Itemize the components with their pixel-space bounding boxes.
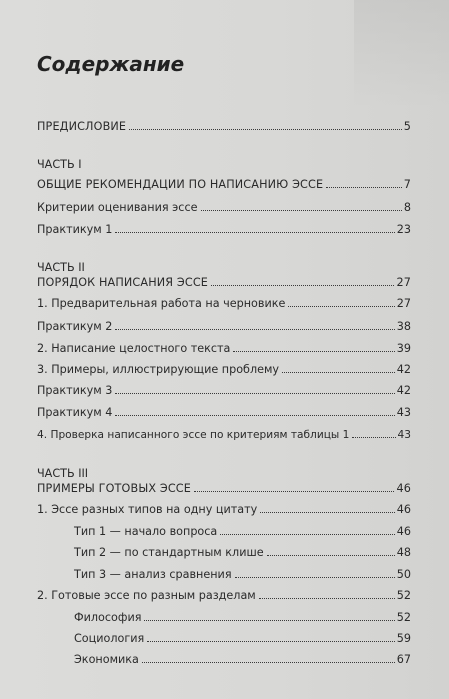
toc-page-number: 50 xyxy=(396,568,411,581)
toc-label: Тип 1 — начало вопроса xyxy=(74,525,218,538)
dot-leader xyxy=(260,511,394,513)
toc-page-number: 48 xyxy=(396,546,411,559)
toc-entry-preface xyxy=(37,120,411,134)
toc-page-number: 42 xyxy=(396,363,411,376)
toc-label: Практикум 1 xyxy=(37,223,113,236)
toc-entry-part2-title xyxy=(37,276,411,290)
toc-entry xyxy=(37,384,411,398)
toc-page-number: 5 xyxy=(403,120,411,133)
toc-entry xyxy=(74,632,411,646)
toc-entry xyxy=(37,223,411,237)
toc-page-number: 59 xyxy=(396,632,411,645)
toc-label: Социология xyxy=(74,632,145,645)
toc-page-number: 67 xyxy=(396,653,411,666)
toc-page-number: 46 xyxy=(396,525,411,538)
toc-entry xyxy=(37,201,411,215)
dot-leader xyxy=(142,661,395,663)
dot-leader xyxy=(220,533,394,535)
toc-entry xyxy=(74,568,411,582)
toc-entry xyxy=(37,297,411,311)
toc-page-number: 43 xyxy=(396,406,411,419)
dot-leader xyxy=(352,436,395,438)
dot-leader xyxy=(144,619,394,621)
toc-label: ОБЩИЕ РЕКОМЕНДАЦИИ ПО НАПИСАНИЮ ЭССЕ xyxy=(37,178,324,191)
toc-entry xyxy=(37,406,411,420)
toc-label: Философия xyxy=(74,611,142,624)
dot-leader xyxy=(129,128,402,130)
toc-page-number: 8 xyxy=(403,201,411,214)
toc-label: 4. Проверка написанного эссе по критериям таблицы 1 xyxy=(37,429,350,441)
dot-leader xyxy=(115,231,394,233)
toc-label: 3. Примеры, иллюстрирующие проблему xyxy=(37,363,280,376)
toc-page-number: 38 xyxy=(396,320,411,333)
toc-page-number: 52 xyxy=(396,611,411,624)
dot-leader xyxy=(267,554,395,556)
toc-page-number: 43 xyxy=(397,429,411,441)
toc-label: Тип 3 — анализ сравнения xyxy=(74,568,232,581)
dot-leader xyxy=(282,371,395,373)
dot-leader xyxy=(147,640,394,642)
toc-label: ПОРЯДОК НАПИСАНИЯ ЭССЕ xyxy=(37,276,209,289)
toc-page-number: 27 xyxy=(396,276,411,289)
dot-leader xyxy=(115,414,394,416)
dot-leader xyxy=(288,305,394,307)
toc-page-number: 39 xyxy=(396,342,411,355)
toc-entry xyxy=(37,320,411,334)
dot-leader xyxy=(233,350,394,352)
toc-label: Тип 2 — по стандартным клише xyxy=(74,546,264,559)
page-title: Содержание xyxy=(37,52,185,76)
toc-label: Практикум 2 xyxy=(37,320,113,333)
part-heading-3: ЧАСТЬ III xyxy=(37,467,89,480)
toc-entry xyxy=(74,525,411,539)
toc-entry-part3-title xyxy=(37,482,411,496)
toc-label: 2. Написание целостного текста xyxy=(37,342,231,355)
dot-leader xyxy=(201,209,402,211)
toc-entry xyxy=(74,611,411,625)
toc-entry-part1-title xyxy=(37,178,411,192)
toc-label: 1. Предварительная работа на черновике xyxy=(37,297,286,310)
toc-label: ПРЕДИСЛОВИЕ xyxy=(37,120,127,133)
toc-label: Практикум 3 xyxy=(37,384,113,397)
dot-leader xyxy=(235,576,395,578)
toc-entry xyxy=(37,342,411,356)
toc-page-number: 46 xyxy=(396,503,411,516)
toc-page-number: 46 xyxy=(396,482,411,495)
toc-label: Практикум 4 xyxy=(37,406,113,419)
toc-page-number: 27 xyxy=(396,297,411,310)
toc-page-number: 7 xyxy=(403,178,411,191)
toc-label: Критерии оценивания эссе xyxy=(37,201,198,214)
part-heading-1: ЧАСТЬ I xyxy=(37,158,82,171)
toc-page-number: 23 xyxy=(396,223,411,236)
part-heading-2: ЧАСТЬ II xyxy=(37,261,85,274)
toc-entry xyxy=(37,589,411,603)
toc-label: ПРИМЕРЫ ГОТОВЫХ ЭССЕ xyxy=(37,482,191,495)
toc-label: 2. Готовые эссе по разным разделам xyxy=(37,589,256,602)
dot-leader xyxy=(194,490,394,492)
toc-entry xyxy=(37,363,411,377)
toc-entry xyxy=(37,503,411,517)
toc-entry xyxy=(74,653,411,667)
dot-leader xyxy=(326,186,402,188)
toc-entry xyxy=(74,546,411,560)
dot-leader xyxy=(115,392,394,394)
toc-page-number: 52 xyxy=(396,589,411,602)
toc-entry xyxy=(37,428,411,442)
toc-label: Экономика xyxy=(74,653,139,666)
toc-page-number: 42 xyxy=(396,384,411,397)
page-shadow xyxy=(354,0,449,110)
toc-label: 1. Эссе разных типов на одну цитату xyxy=(37,503,258,516)
dot-leader xyxy=(211,284,394,286)
dot-leader xyxy=(115,328,394,330)
dot-leader xyxy=(259,597,395,599)
